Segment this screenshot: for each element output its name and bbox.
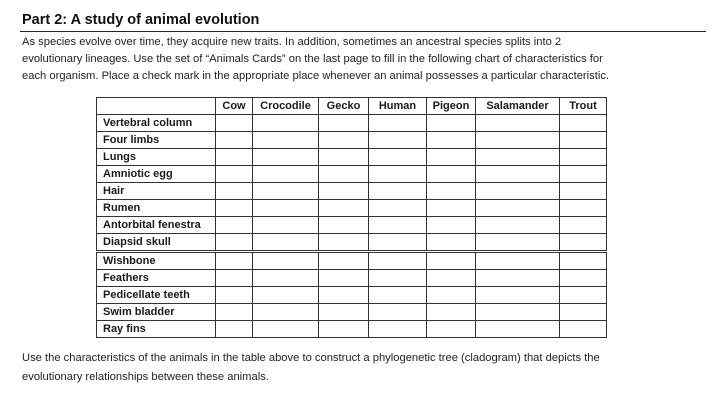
check-cell[interactable] <box>427 252 476 270</box>
intro-line: each organism. Place a check mark in the appropriate place whenever an animal possesses a particular characteristic. <box>22 70 610 82</box>
check-cell[interactable] <box>319 166 369 183</box>
check-cell[interactable] <box>216 115 253 132</box>
check-cell[interactable] <box>427 304 476 321</box>
check-cell[interactable] <box>216 132 253 149</box>
check-cell[interactable] <box>319 321 369 338</box>
check-cell[interactable] <box>427 287 476 304</box>
check-cell[interactable] <box>476 287 560 304</box>
row-label: Amniotic egg <box>97 166 216 183</box>
check-cell[interactable] <box>369 115 427 132</box>
check-cell[interactable] <box>319 217 369 234</box>
row-label: Diapsid skull <box>97 234 216 252</box>
check-cell[interactable] <box>476 132 560 149</box>
check-cell[interactable] <box>369 183 427 200</box>
check-cell[interactable] <box>427 200 476 217</box>
check-cell[interactable] <box>319 304 369 321</box>
check-cell[interactable] <box>253 234 319 252</box>
row-label: Antorbital fenestra <box>97 217 216 234</box>
characteristics-table <box>96 97 607 338</box>
check-cell[interactable] <box>319 270 369 287</box>
check-cell[interactable] <box>369 321 427 338</box>
check-cell[interactable] <box>216 270 253 287</box>
check-cell[interactable] <box>253 149 319 166</box>
check-cell[interactable] <box>476 252 560 270</box>
check-cell[interactable] <box>319 132 369 149</box>
check-cell[interactable] <box>476 270 560 287</box>
check-cell[interactable] <box>560 304 607 321</box>
intro-paragraph <box>22 34 712 85</box>
check-cell[interactable] <box>427 270 476 287</box>
check-cell[interactable] <box>253 252 319 270</box>
row-label: Feathers <box>97 270 216 287</box>
row-label: Four limbs <box>97 132 216 149</box>
check-cell[interactable] <box>253 287 319 304</box>
table-row <box>97 252 607 270</box>
check-cell[interactable] <box>427 321 476 338</box>
outro-line: Use the characteristics of the animals in the table above to construct a phylogenetic tree (cladogram) that depicts the <box>22 352 600 364</box>
table-row <box>97 115 607 132</box>
check-cell[interactable] <box>319 234 369 252</box>
check-cell[interactable] <box>253 183 319 200</box>
check-cell[interactable] <box>427 166 476 183</box>
check-cell[interactable] <box>369 252 427 270</box>
heading-underline <box>20 31 706 32</box>
row-label: Wishbone <box>97 252 216 270</box>
row-label: Swim bladder <box>97 304 216 321</box>
row-label: Ray fins <box>97 321 216 338</box>
check-cell[interactable] <box>319 287 369 304</box>
check-cell[interactable] <box>216 217 253 234</box>
page-heading: Part 2: A study of animal evolution <box>22 12 260 28</box>
check-cell[interactable] <box>216 287 253 304</box>
check-cell[interactable] <box>216 166 253 183</box>
row-label: Hair <box>97 183 216 200</box>
intro-line: As species evolve over time, they acquire new traits. In addition, sometimes an ancestral species splits into 2 <box>22 36 562 48</box>
check-cell[interactable] <box>427 183 476 200</box>
check-cell[interactable] <box>253 200 319 217</box>
column-header: Human <box>369 98 427 115</box>
check-cell[interactable] <box>560 234 607 252</box>
check-cell[interactable] <box>476 149 560 166</box>
check-cell[interactable] <box>476 234 560 252</box>
check-cell[interactable] <box>476 166 560 183</box>
check-cell[interactable] <box>216 252 253 270</box>
check-cell[interactable] <box>476 115 560 132</box>
check-cell[interactable] <box>369 217 427 234</box>
check-cell[interactable] <box>476 304 560 321</box>
column-header: Cow <box>216 98 253 115</box>
check-cell[interactable] <box>253 270 319 287</box>
header-corner-cell <box>97 98 216 115</box>
table-row <box>97 217 607 234</box>
check-cell[interactable] <box>319 200 369 217</box>
check-cell[interactable] <box>216 200 253 217</box>
column-header: Trout <box>560 98 607 115</box>
check-cell[interactable] <box>369 304 427 321</box>
check-cell[interactable] <box>560 132 607 149</box>
table-row <box>97 132 607 149</box>
check-cell[interactable] <box>560 115 607 132</box>
check-cell[interactable] <box>319 115 369 132</box>
check-cell[interactable] <box>560 166 607 183</box>
check-cell[interactable] <box>253 166 319 183</box>
check-cell[interactable] <box>560 183 607 200</box>
table-row <box>97 287 607 304</box>
check-cell[interactable] <box>369 166 427 183</box>
row-label: Lungs <box>97 149 216 166</box>
check-cell[interactable] <box>476 217 560 234</box>
check-cell[interactable] <box>369 270 427 287</box>
table-body <box>97 115 607 338</box>
check-cell[interactable] <box>427 217 476 234</box>
check-cell[interactable] <box>369 132 427 149</box>
check-cell[interactable] <box>476 321 560 338</box>
check-cell[interactable] <box>253 321 319 338</box>
check-cell[interactable] <box>369 287 427 304</box>
check-cell[interactable] <box>476 183 560 200</box>
check-cell[interactable] <box>560 217 607 234</box>
row-label: Pedicellate teeth <box>97 287 216 304</box>
row-label: Vertebral column <box>97 115 216 132</box>
check-cell[interactable] <box>319 183 369 200</box>
check-cell[interactable] <box>476 200 560 217</box>
outro-line: evolutionary relationships between these animals. <box>22 371 269 383</box>
check-cell[interactable] <box>253 115 319 132</box>
check-cell[interactable] <box>216 304 253 321</box>
check-cell[interactable] <box>253 304 319 321</box>
check-cell[interactable] <box>427 115 476 132</box>
table-row <box>97 183 607 200</box>
check-cell[interactable] <box>560 287 607 304</box>
check-cell[interactable] <box>216 321 253 338</box>
check-cell[interactable] <box>319 252 369 270</box>
check-cell[interactable] <box>216 183 253 200</box>
check-cell[interactable] <box>216 149 253 166</box>
check-cell[interactable] <box>369 149 427 166</box>
check-cell[interactable] <box>427 132 476 149</box>
table-row <box>97 270 607 287</box>
check-cell[interactable] <box>319 149 369 166</box>
column-header: Pigeon <box>427 98 476 115</box>
table-row <box>97 166 607 183</box>
check-cell[interactable] <box>560 149 607 166</box>
check-cell[interactable] <box>369 234 427 252</box>
check-cell[interactable] <box>216 234 253 252</box>
table-row <box>97 234 607 252</box>
column-header: Gecko <box>319 98 369 115</box>
table-row <box>97 149 607 166</box>
column-header: Crocodile <box>253 98 319 115</box>
check-cell[interactable] <box>560 200 607 217</box>
check-cell[interactable] <box>560 252 607 270</box>
check-cell[interactable] <box>427 149 476 166</box>
table-row <box>97 321 607 338</box>
check-cell[interactable] <box>427 234 476 252</box>
check-cell[interactable] <box>369 200 427 217</box>
table-row <box>97 200 607 217</box>
column-header: Salamander <box>476 98 560 115</box>
intro-line: evolutionary lineages. Use the set of “Animals Cards” on the last page to fill in the following chart of characteristics for <box>22 53 603 65</box>
outro-paragraph <box>22 349 712 387</box>
check-cell[interactable] <box>253 132 319 149</box>
check-cell[interactable] <box>560 321 607 338</box>
check-cell[interactable] <box>253 217 319 234</box>
table-row <box>97 304 607 321</box>
row-label: Rumen <box>97 200 216 217</box>
check-cell[interactable] <box>560 270 607 287</box>
table-header-row <box>97 98 607 115</box>
